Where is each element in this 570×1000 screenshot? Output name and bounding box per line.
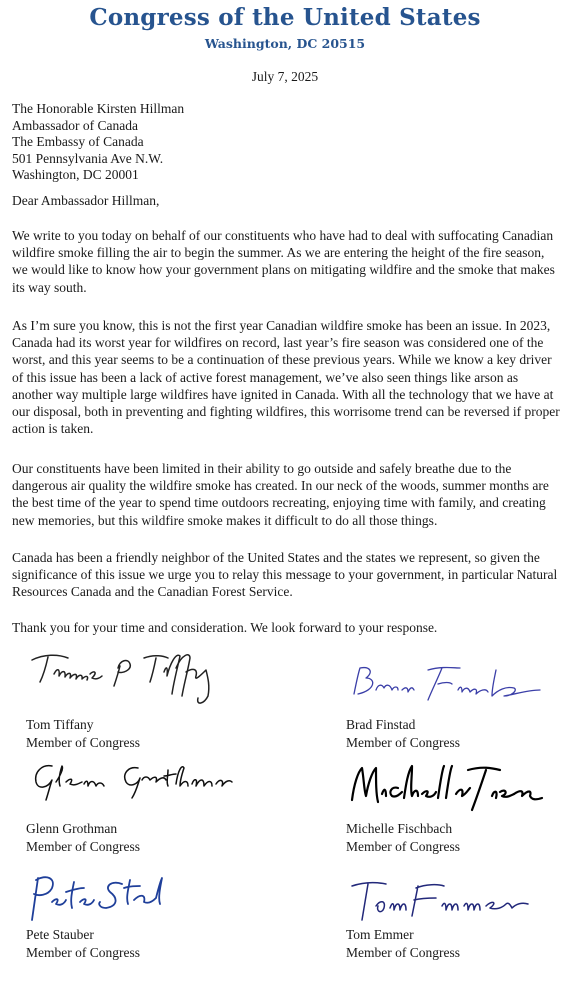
- signer-name: Glenn Grothman: [26, 821, 118, 836]
- letterhead-title: Congress of the United States: [89, 4, 481, 31]
- signature-emmer: [346, 876, 536, 924]
- signature-fischbach: [346, 760, 546, 816]
- signer-tom-tiffany: [26, 716, 140, 752]
- signer-tom-emmer: [346, 926, 460, 962]
- salutation: Dear Ambassador Hillman,: [12, 193, 160, 208]
- recipient-line: The Honorable Kirsten Hillman: [12, 101, 185, 116]
- signer-glenn-grothman: [26, 820, 140, 856]
- signer-name: Pete Stauber: [26, 927, 94, 942]
- signer-title: Member of Congress: [346, 839, 460, 854]
- body-paragraph: We write to you today on behalf of our constituents who have had to deal with suffocating Canadian wildfire smoke filling the air to begin the summer. As we are entering the height of the fire season, we would like to know how your government plans on mitigating wildfire and the smoke that makes its way south.: [12, 228, 555, 295]
- signer-title: Member of Congress: [346, 735, 460, 750]
- signature-finstad: [346, 660, 546, 710]
- closing-line: Thank you for your time and consideration. We look forward to your response.: [12, 620, 438, 635]
- signature-stauber: [26, 870, 166, 926]
- signer-name: Brad Finstad: [346, 717, 416, 732]
- recipient-line: Ambassador of Canada: [12, 117, 138, 133]
- signer-michelle-fischbach: [346, 820, 460, 856]
- signer-name: Tom Tiffany: [26, 717, 94, 732]
- signer-brad-finstad: [346, 716, 460, 752]
- body-paragraph: Our constituents have been limited in their ability to go outside and safely breathe due to the dangerous air quality the wildfire smoke has created. In our neck of the woods, summer months are the best time of the year to spend time outdoors recreating, enjoying time with family, and creating new memories, but this wildfire smoke makes it difficult to do all those things.: [12, 461, 549, 528]
- recipient-line: The Embassy of Canada: [12, 134, 144, 150]
- signer-title: Member of Congress: [26, 735, 140, 750]
- signer-title: Member of Congress: [346, 945, 460, 960]
- body-paragraph: Canada has been a friendly neighbor of the United States and the states we represent, so given the significance of this issue we urge you to relay this message to your government, in particular Natural Resources Canada and the Canadian Forest Service.: [12, 550, 558, 600]
- signer-name: Tom Emmer: [346, 927, 414, 942]
- signature-grothman: [26, 758, 236, 802]
- letter-date: July 7, 2025: [251, 69, 319, 84]
- recipient-line: 501 Pennsylvania Ave N.W.: [12, 150, 164, 166]
- body-paragraph: As I’m sure you know, this is not the first year Canadian wildfire smoke has been an issue. In 2023, Canada had its worst year for wildfires on record, last year’s fire season was considered one of the worst, and this year seems to be a continuation of these previous years. While we know a key driver of this issue has been a lack of active forest management, we’ve also seen things like arson as another way multiple large wildfires have ignited in Canada. With all the technology that we have at our disposal, both in preventing and fighting wildfires, this worrisome trend can be reversed if proper action is taken.: [12, 318, 560, 437]
- recipient-address: [12, 101, 184, 184]
- signer-title: Member of Congress: [26, 839, 140, 854]
- recipient-line: Washington, DC 20001: [12, 167, 139, 183]
- signer-pete-stauber: [26, 926, 140, 962]
- signer-name: Michelle Fischbach: [346, 821, 453, 836]
- signature-tiffany: [26, 646, 226, 710]
- letterhead-subtitle: Washington, DC 20515: [204, 36, 366, 51]
- signer-title: Member of Congress: [26, 945, 140, 960]
